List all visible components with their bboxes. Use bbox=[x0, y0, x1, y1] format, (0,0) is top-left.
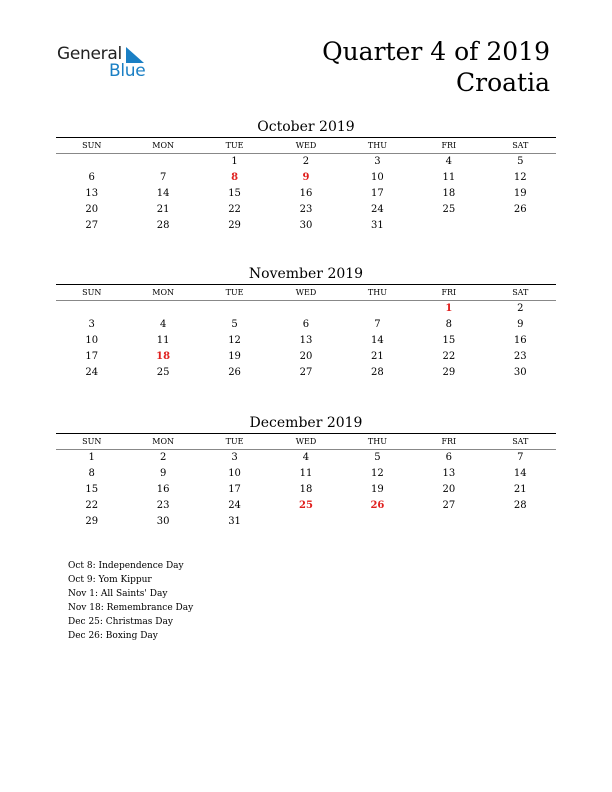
day-cell: 28 bbox=[513, 500, 527, 511]
day-cell: 11 bbox=[156, 335, 170, 346]
day-cell: 2 bbox=[159, 452, 167, 463]
weekday-header: SUN bbox=[56, 138, 127, 154]
day-blank bbox=[56, 154, 127, 170]
day-cell: 5 bbox=[374, 452, 381, 463]
day-cell: 11 bbox=[442, 172, 456, 183]
day-cell: 16 bbox=[156, 484, 170, 495]
day-cell: 4 bbox=[302, 452, 310, 463]
day-cell: 20 bbox=[299, 351, 313, 362]
day-cell: 21 bbox=[156, 204, 170, 215]
day-cell: 23 bbox=[513, 351, 527, 362]
day-cell: 17 bbox=[85, 351, 99, 362]
weekday-header: TUE bbox=[199, 138, 270, 154]
day-cell: 3 bbox=[374, 156, 381, 167]
day-cell: 3 bbox=[231, 452, 238, 463]
day-cell: 27 bbox=[299, 367, 313, 378]
page-title bbox=[322, 36, 550, 98]
day-cell: 13 bbox=[85, 188, 99, 199]
weekday-header: SUN bbox=[56, 285, 127, 301]
day-cell: 26 bbox=[228, 367, 241, 378]
day-cell: 22 bbox=[442, 351, 456, 362]
weekday-header: TUE bbox=[199, 434, 270, 450]
day-cell: 8 bbox=[88, 468, 95, 479]
weekday-header: FRI bbox=[413, 138, 484, 154]
weekday-header: THU bbox=[342, 434, 413, 450]
day-cell: 27 bbox=[85, 220, 99, 231]
holiday-item: Oct 9: Yom Kippur bbox=[68, 575, 152, 585]
weekday-header: SUN bbox=[56, 434, 127, 450]
day-cell-holiday: 26 bbox=[370, 500, 385, 511]
day-cell: 31 bbox=[228, 516, 241, 527]
month-title: October 2019 bbox=[56, 117, 556, 138]
weekday-header: SAT bbox=[485, 434, 556, 450]
day-cell: 5 bbox=[517, 156, 524, 167]
day-cell: 28 bbox=[156, 220, 170, 231]
day-cell: 1 bbox=[88, 452, 95, 463]
weekday-header: SAT bbox=[485, 285, 556, 301]
month-october bbox=[56, 117, 556, 234]
weekday-header: MON bbox=[127, 434, 198, 450]
day-cell-holiday: 18 bbox=[156, 351, 171, 362]
day-cell: 21 bbox=[371, 351, 384, 362]
logo-text-blue: Blue bbox=[109, 61, 146, 81]
day-cell: 25 bbox=[442, 204, 456, 215]
weekday-header: WED bbox=[270, 434, 341, 450]
day-cell: 4 bbox=[159, 319, 167, 330]
logo-text-general: General bbox=[57, 44, 122, 64]
day-blank bbox=[56, 301, 127, 317]
day-cell: 10 bbox=[85, 335, 99, 346]
holiday-item: Oct 8: Independence Day bbox=[68, 561, 184, 571]
weekday-header: FRI bbox=[413, 285, 484, 301]
holiday-item: Nov 1: All Saints' Day bbox=[68, 589, 168, 599]
day-blank bbox=[127, 154, 198, 170]
day-cell: 15 bbox=[442, 335, 456, 346]
day-cell: 3 bbox=[88, 319, 95, 330]
weekday-header: FRI bbox=[413, 434, 484, 450]
day-cell: 8 bbox=[445, 319, 453, 330]
day-cell: 20 bbox=[85, 204, 99, 215]
month-grid bbox=[56, 434, 556, 530]
day-cell: 15 bbox=[85, 484, 99, 495]
holiday-item: Dec 25: Christmas Day bbox=[68, 617, 173, 627]
day-cell-holiday: 25 bbox=[299, 500, 313, 511]
day-cell: 17 bbox=[228, 484, 241, 495]
weekday-header: TUE bbox=[199, 285, 270, 301]
day-cell: 12 bbox=[513, 172, 527, 183]
day-cell: 6 bbox=[445, 452, 453, 463]
day-cell: 25 bbox=[156, 367, 170, 378]
day-cell-holiday: 1 bbox=[445, 303, 453, 314]
day-cell: 16 bbox=[299, 188, 313, 199]
day-cell: 2 bbox=[302, 156, 310, 167]
day-cell: 2 bbox=[517, 303, 524, 314]
weekday-header: WED bbox=[270, 138, 341, 154]
day-cell: 23 bbox=[299, 204, 313, 215]
day-cell-holiday: 9 bbox=[302, 172, 310, 183]
day-cell: 24 bbox=[371, 204, 384, 215]
weekday-header: THU bbox=[342, 285, 413, 301]
day-cell: 16 bbox=[513, 335, 527, 346]
day-cell: 5 bbox=[231, 319, 238, 330]
day-cell: 14 bbox=[513, 468, 527, 479]
holiday-item: Dec 26: Boxing Day bbox=[68, 631, 158, 641]
day-cell: 21 bbox=[513, 484, 527, 495]
day-cell: 19 bbox=[228, 351, 241, 362]
day-cell: 10 bbox=[228, 468, 241, 479]
day-cell: 6 bbox=[302, 319, 310, 330]
day-cell: 10 bbox=[371, 172, 384, 183]
day-cell: 30 bbox=[156, 516, 170, 527]
day-cell: 29 bbox=[228, 220, 241, 231]
day-cell: 24 bbox=[228, 500, 241, 511]
day-blank bbox=[127, 301, 198, 317]
title-country: Croatia bbox=[456, 68, 550, 97]
day-cell: 26 bbox=[513, 204, 527, 215]
month-grid bbox=[56, 138, 556, 234]
day-cell: 7 bbox=[159, 172, 167, 183]
day-cell: 1 bbox=[231, 156, 238, 167]
day-cell: 12 bbox=[228, 335, 241, 346]
day-blank bbox=[199, 301, 270, 317]
day-cell: 20 bbox=[442, 484, 456, 495]
weekday-header: THU bbox=[342, 138, 413, 154]
month-title: November 2019 bbox=[56, 264, 556, 285]
day-cell: 30 bbox=[513, 367, 527, 378]
day-cell: 27 bbox=[442, 500, 456, 511]
day-cell: 19 bbox=[371, 484, 384, 495]
day-cell: 9 bbox=[517, 319, 524, 330]
holiday-list bbox=[68, 559, 193, 643]
day-cell: 24 bbox=[85, 367, 99, 378]
day-cell: 18 bbox=[442, 188, 456, 199]
day-cell: 19 bbox=[513, 188, 527, 199]
day-cell: 29 bbox=[85, 516, 99, 527]
day-cell: 7 bbox=[517, 452, 524, 463]
day-cell: 22 bbox=[228, 204, 241, 215]
weekday-header: MON bbox=[127, 285, 198, 301]
holiday-item: Nov 18: Remembrance Day bbox=[68, 603, 194, 613]
day-cell: 7 bbox=[374, 319, 381, 330]
day-cell: 18 bbox=[299, 484, 313, 495]
day-cell: 29 bbox=[442, 367, 456, 378]
weekday-header: SAT bbox=[485, 138, 556, 154]
day-cell: 12 bbox=[371, 468, 384, 479]
day-blank bbox=[270, 301, 341, 317]
day-cell: 28 bbox=[371, 367, 384, 378]
day-cell: 6 bbox=[88, 172, 95, 183]
day-cell: 23 bbox=[156, 500, 170, 511]
month-grid bbox=[56, 285, 556, 381]
day-blank bbox=[342, 301, 413, 317]
day-cell: 13 bbox=[442, 468, 456, 479]
day-cell: 22 bbox=[85, 500, 99, 511]
day-cell: 4 bbox=[445, 156, 453, 167]
day-cell: 17 bbox=[371, 188, 384, 199]
day-cell: 14 bbox=[156, 188, 170, 199]
month-december bbox=[56, 413, 556, 530]
month-title: December 2019 bbox=[56, 413, 556, 434]
day-cell: 15 bbox=[228, 188, 241, 199]
month-november bbox=[56, 264, 556, 381]
day-cell: 11 bbox=[299, 468, 313, 479]
day-cell: 14 bbox=[371, 335, 384, 346]
weekday-header: MON bbox=[127, 138, 198, 154]
day-cell: 31 bbox=[371, 220, 384, 231]
day-cell: 9 bbox=[159, 468, 167, 479]
weekday-header: WED bbox=[270, 285, 341, 301]
logo bbox=[57, 44, 157, 84]
day-cell: 13 bbox=[299, 335, 313, 346]
day-cell-holiday: 8 bbox=[231, 172, 239, 183]
day-cell: 30 bbox=[299, 220, 313, 231]
title-quarter: Quarter 4 of 2019 bbox=[322, 37, 550, 66]
